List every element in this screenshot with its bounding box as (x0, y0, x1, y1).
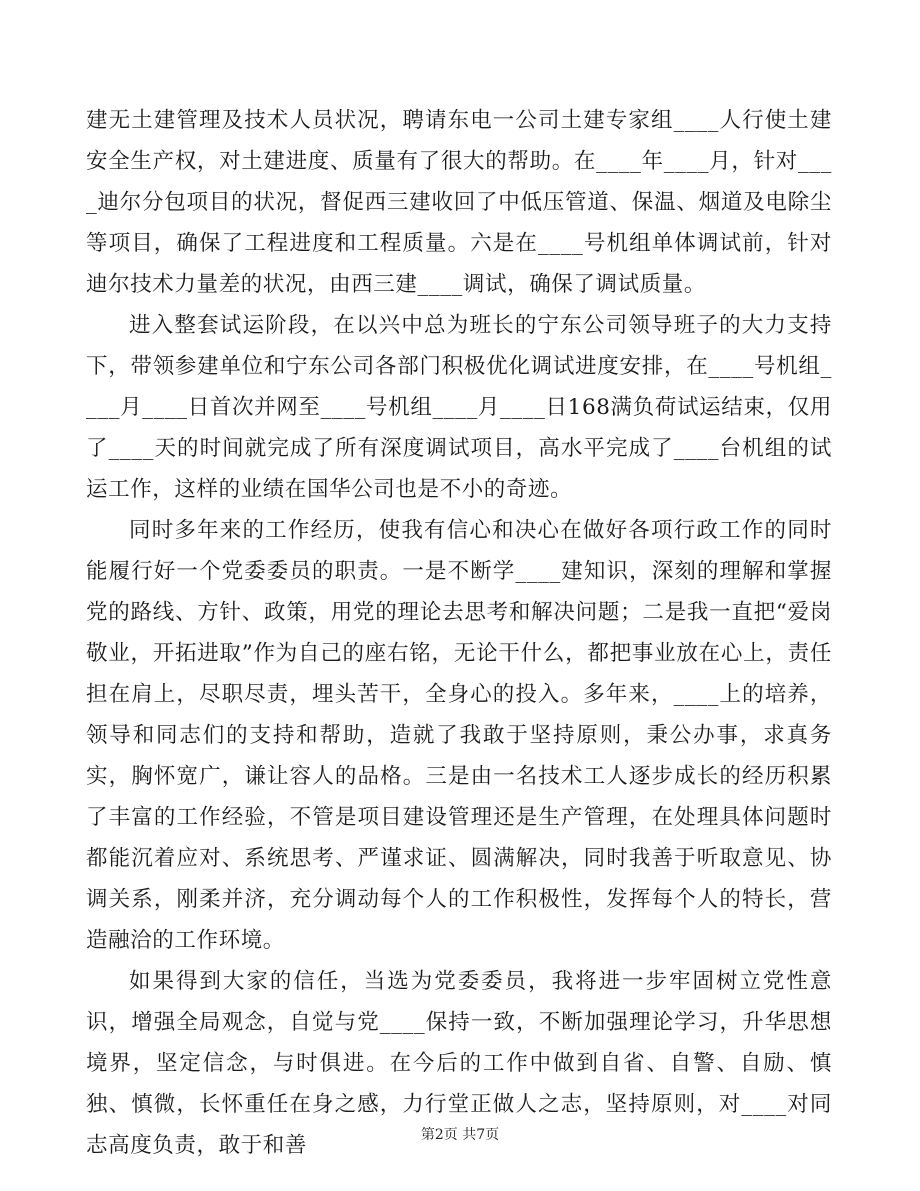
page-number-footer: 第2页 共7页 (420, 1127, 500, 1143)
paragraph-trial-run: 进入整套试运阶段，在以兴中总为班长的宁东公司领导班子的大力支持下，带领参建单位和宁东公司各部门积极优化调试进度安排，在____号机组____月____日首次并网至____号机组____月____日168满负荷试运结束，仅用了____天的时间就完成了所有深度调试项目，高水平完成了____台机组的试运工作，这样的业绩在国华公司也是不小的奇迹。 (86, 313, 832, 502)
paragraph-commitment: 如果得到大家的信任，当选为党委委员，我将进一步牢固树立党性意识，增强全局观念，自觉与党____保持一致，不断加强理论学习，升华思想境界，坚定信念，与时俱进。在今后的工作中做到自省、自警、自励、慎独、慎微，长怀重任在身之感，力行堂正做人之志，坚持原则，对____对同志高度负责，敢于和善 (86, 969, 832, 1158)
paragraph-continuation: 建无土建管理及技术人员状况，聘请东电一公司土建专家组____人行使土建安全生产权，对土建进度、质量有了很大的帮助。在____年____月，针对____迪尔分包项目的状况，督促西三建收回了中低压管道、保温、烟道及电除尘等项目，确保了工程进度和工程质量。六是在____号机组单体调试前，针对迪尔技术力量差的状况，由西三建____调试，确保了调试质量。 (86, 108, 832, 297)
document-body (86, 100, 832, 1166)
paragraph-experience: 同时多年来的工作经历，使我有信心和决心在做好各项行政工作的同时能履行好一个党委委员的职责。一是不断学____建知识，深刻的理解和掌握党的路线、方针、政策，用党的理论去思考和解决问题；二是我一直把“爱岗敬业，开拓进取”作为自己的座右铭，无论干什么，都把事业放在心上，责任担在肩上，尽职尽责，埋头苦干，全身心的投入。多年来，____上的培养，领导和同志们的支持和帮助，造就了我敢于坚持原则，秉公办事，求真务实，胸怀宽广，谦让容人的品格。三是由一名技术工人逐步成长的经历积累了丰富的工作经验，不管是项目建设管理还是生产管理，在处理具体问题时都能沉着应对、系统思考、严谨求证、圆满解决，同时我善于听取意见、协调关系，刚柔并济，充分调动每个人的工作积极性，发挥每个人的特长，营造融洽的工作环境。 (86, 518, 832, 953)
